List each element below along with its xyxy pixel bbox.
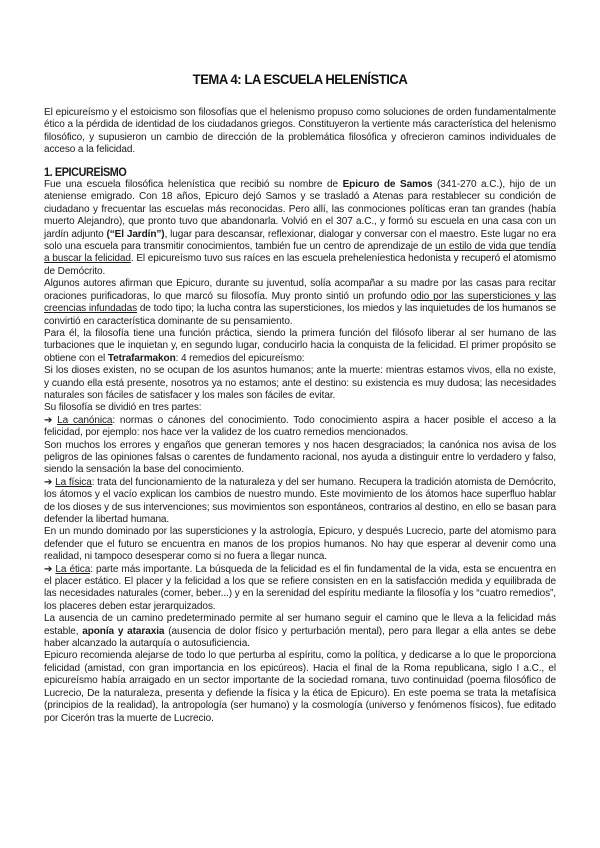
term-jardin: (“El Jardín”) [106, 228, 165, 240]
arrow-icon: ➔ [44, 476, 53, 488]
paragraph-legacy: Epicuro recomienda alejarse de todo lo que perturba al espíritu, como la política, y dedicarse a lo que le proporciona felicidad (amistad, con gran importancia en los epicúreos). Hacia el final de la Roma republicana, siglo I a.C., el epicureísmo había arraigado en un sector importante de la sociedad romana, tuvo continuidad (poema filosófico de Lucrecio, De la naturaleza, presenta y defiende la física y la ética de Epicuro). En este poema se trata la metafísica (principios de la realidad), la antropología (ser humano) y la cosmología (universo y fenómenos físicos), fue editado por Cicerón tras la muerte de Lucrecio. [44, 650, 556, 724]
text-span: Fue una escuela filosófica helenística que recibió su nombre de [44, 179, 343, 191]
terms-aponia-ataraxia: aponía y ataraxia [82, 625, 165, 637]
page-title: TEMA 4: LA ESCUELA HELENÍSTICA [192, 72, 408, 88]
name-epicuro: Epicuro de Samos [342, 179, 433, 191]
paragraph-atomism: En un mundo dominado por las supersticiones y la astrología, Epicuro, y después Lucrecio, parte del atomismo para defender que el futuro se encuentra en manos de los propios humanos. No hay que esperar al devenir como una realidad, ni tampoco desesperar como si no fuera a llegar nunca. [44, 526, 556, 563]
item-etica [44, 564, 556, 614]
item-canonica [44, 415, 556, 440]
text-span: Para él, la filosofía tiene una función práctica, siendo la primera función del filósofo liberar al ser humano de las turbaciones que le inquietan y, en segundo lugar, conducirlo hacia la conquista de la felicidad. El primer propósito se obtiene con el [44, 327, 556, 364]
text-span: de todo tipo; la lucha contra las supersticiones, los miedos y las inquietudes de los humanos se convirtió en característica dominante de su pensamiento. [44, 303, 557, 327]
item-fisica [44, 477, 556, 527]
text-span: : normas o cánones del conocimiento. Todo conocimiento aspira a hacer posible el acceso a la felicidad, por ejemplo: nos hace ver la validez de los cuatro remedios mencionados. [44, 414, 556, 439]
intro-paragraph: El epicureísmo y el estoicismo son filosofías que el helenismo propuso como soluciones de orden fundamentalmente ético a la pérdida de identidad de los ciudadanos griegos. Constituyeron la vertiente más característica del helenismo filosófico, y supusieron un cambio de dirección de la problemática filosófica y ofrecieron caminos individuales de acceso a la felicidad. [44, 107, 556, 156]
text-span: (ausencia de dolor físico y perturbación mental), pero para llegar a ella antes se debe haber alcanzado la autarquía o autosuficiencia. [44, 625, 556, 650]
paragraph-function [44, 328, 556, 365]
arrow-icon: ➔ [44, 563, 53, 575]
text-span: , lugar para descansar, reflexionar, dialogar y conversar con el maestro. Este lugar no era solo una escuela para transmitir conocimientos, también fue un centro de aprendizaje de [44, 228, 556, 253]
label-etica: La ética [55, 563, 91, 575]
term-tetrafarmakon: Tetrafarmakon [107, 352, 176, 364]
text-span: La ausencia de un camino predeterminado permite al ser humano seguir el camino que le lleva a la felicidad más estable, [44, 613, 556, 637]
arrow-icon: ➔ [44, 414, 53, 426]
paragraph-youth [44, 278, 556, 328]
underlined-phrase: odio por las supersticiones y las creencias infundadas [44, 290, 557, 315]
paragraph-parts: Su filosofía se dividió en tres partes: [44, 402, 202, 414]
paragraph-remedies: Si los dioses existen, no se ocupan de los asuntos humanos; ante la muerte: mientras estamos vivos, ella no existe, y cuando ella está presente, nosotros ya no estamos; ante el destino: su existencia es muy dudosa; las necesidades naturales son fáciles de satisfacer y los males son fáciles de evitar. [44, 365, 556, 401]
text-span: . El epicureísmo tuvo sus raíces en las escuela preheleníestica hedonista y recuperó el atomismo de Demócrito. [44, 253, 556, 277]
text-span: : parte más importante. La búsqueda de la felicidad es el fin fundamental de la vida, esta se encuentra en el placer estático. El placer y la felicidad a los que se refiere consisten en en la satisfacción medida y equilibrada de las necesidades naturales (comer, beber...) y en la serenidad del espíritu mediante la filosofía y los “cuatro remedios”, los placeres deben estar jerarquizados. [44, 563, 556, 612]
section-heading-epicureismo: 1. EPICUREÍSMO [44, 166, 127, 179]
label-canonica: La canónica [57, 414, 113, 426]
text-span: : 4 remedios del epicureísmo: [175, 352, 305, 364]
document-body [44, 107, 556, 725]
paragraph-errors: Son muchos los errores y engaños que generan temores y nos hacen desgraciados; la canónica nos avisa de los peligros de las opiniones falsas o carentes de fundamento racional, nos ayuda a distinguir entre lo verdadero y falso, siendo la sensación la base del conocimiento. [44, 439, 556, 476]
label-fisica: La física [55, 476, 92, 488]
text-span: (341-270 a.C.), hijo de un ateniense emigrado. Con 18 años, Epicuro dejó Samos y se trasladó a Atenas para restablecer su condición de ciudadano y frecuentar las escuelas más reconocidas. Pero allí, las conmociones políticas eran tan grandes (había muerto Alejandro), que pronto tuvo que abandonarla. Volvió en el 307 a.C., y formó su escuela en una casa con un jardín adjunto [44, 179, 556, 240]
paragraph-ataraxia [44, 613, 556, 650]
text-span: Algunos autores afirman que Epicuro, durante su juventud, solía acompañar a su madre por las casas para recitar oraciones purificadoras, lo que marcó su filosofía. Muy pronto sintió un profundo [44, 278, 556, 302]
text-span: : trata del funcionamiento de la naturaleza y del ser humano. Recupera la tradición atomista de Demócrito, los átomos y el vacío explican los cambios de nuestro mundo. Este movimiento de los átomos hace superfluo hablar de los dioses y de sus intervenciones; sus movimientos son espontáneos, contrarios al destino, en ello se basan para defender la libertad humana. [44, 476, 556, 525]
paragraph-origin [44, 179, 556, 278]
underlined-phrase: un estilo de vida que tendía a buscar la felicidad [44, 241, 557, 265]
